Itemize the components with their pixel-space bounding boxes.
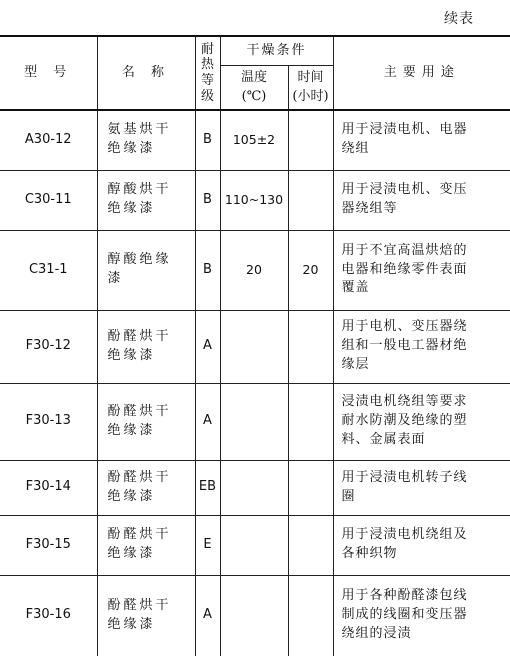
cell-temperature: 20 [220,230,288,310]
cell-main-use-line: 缘层 [341,356,370,372]
cell-main-use-line: 耐水防潮及绝缘的塑 [341,413,468,429]
cell-name [97,110,195,170]
cell-heat-class: B [195,110,220,170]
header-heat-class [195,36,220,110]
cell-name [97,575,195,656]
cell-main-use-line: 用于不宜高温烘焙的 [341,242,468,258]
cell-name-line: 氨基烘干 [107,122,172,138]
cell-main-use [333,515,510,575]
cell-model: F30-16 [0,575,97,656]
cell-main-use-line: 电器和绝缘零件表面 [341,261,468,277]
cell-name [97,460,195,515]
cell-main-use [333,460,510,515]
cell-main-use-line: 组和一般电工器材绝 [341,338,468,354]
cell-main-use [333,383,510,460]
cell-time [288,310,333,383]
cell-name-line: 漆 [107,271,124,286]
table-row [0,310,510,383]
cell-time [288,460,333,515]
cell-temperature [220,460,288,515]
cell-main-use-line: 用于浸渍电机绕组及 [341,527,468,543]
cell-main-use-line: 绕组的浸渍 [341,626,412,642]
cell-name-line: 绝缘漆 [107,201,156,216]
cell-name-line: 绝缘漆 [107,422,156,438]
header-heat-class-char: 等 [200,73,214,88]
header-name: 名 称 [97,36,195,110]
header-main-use: 主要用途 [333,36,510,110]
cell-name-line: 绝缘漆 [107,488,156,504]
cell-name-line: 酚醛烘干 [107,469,172,485]
header-time [288,66,333,111]
cell-name-line: 酚醛烘干 [107,403,172,419]
header-drying-conditions: 干燥条件 [220,36,333,66]
table-header [0,36,510,110]
cell-main-use-line: 制成的线圈和变压器 [341,607,468,623]
data-table [0,35,510,656]
cell-name-line: 绝缘漆 [107,546,156,561]
cell-name-line: 醇酸烘干 [107,182,172,198]
cell-temperature [220,575,288,656]
table-row [0,515,510,575]
cell-main-use [333,110,510,170]
cell-temperature: 110~130 [220,170,288,230]
cell-time: 20 [288,230,333,310]
cell-name-line: 绝缘漆 [107,347,156,363]
table-continued-caption: 续表 [444,11,474,27]
table-row [0,575,510,656]
header-temperature [220,66,288,111]
cell-heat-class: A [195,310,220,383]
cell-name-line: 绝缘漆 [107,616,156,632]
cell-model: F30-13 [0,383,97,460]
cell-heat-class: EB [195,460,220,515]
cell-heat-class: E [195,515,220,575]
cell-main-use-line: 覆盖 [341,280,370,296]
table-row [0,230,510,310]
cell-main-use-line: 绕组 [341,141,370,157]
table-row [0,110,510,170]
cell-model: C30-11 [0,170,97,230]
cell-model: F30-14 [0,460,97,515]
cell-temperature [220,515,288,575]
cell-heat-class: A [195,383,220,460]
cell-name [97,310,195,383]
table-row [0,170,510,230]
header-temperature-unit: (℃) [241,88,267,104]
header-heat-class-char: 耐 [200,41,214,57]
insulating-varnish-table [0,35,510,656]
cell-main-use [333,310,510,383]
cell-temperature [220,383,288,460]
cell-name [97,383,195,460]
cell-main-use-line: 用于各种酚醛漆包线 [341,588,468,604]
cell-main-use-line: 用于浸渍电机、电器 [341,122,468,138]
header-heat-class-char: 热 [200,57,214,73]
cell-name-line: 醇酸绝缘 [107,252,172,268]
cell-name-line: 酚醛烘干 [107,328,172,344]
cell-name-line: 酚醛烘干 [107,527,172,543]
cell-temperature [220,310,288,383]
cell-main-use-line: 各种织物 [341,546,398,561]
cell-heat-class: B [195,170,220,230]
cell-name [97,170,195,230]
cell-model: F30-12 [0,310,97,383]
header-time-unit: (小时) [292,88,329,104]
header-heat-class-char: 级 [200,88,214,104]
cell-main-use [333,230,510,310]
cell-name [97,230,195,310]
cell-time [288,383,333,460]
cell-main-use-line: 浸渍电机绕组等要求 [341,394,468,410]
table-row [0,383,510,460]
table-row [0,460,510,515]
cell-main-use-line: 用于浸渍电机、变压 [341,182,468,198]
cell-main-use-line: 圈 [341,488,356,504]
cell-time [288,110,333,170]
cell-time [288,515,333,575]
cell-main-use-line: 用于电机、变压器绕 [341,319,468,335]
cell-name [97,515,195,575]
cell-main-use-line: 用于浸渍电机转子线 [341,469,468,485]
cell-time [288,170,333,230]
cell-model: A30-12 [0,110,97,170]
cell-model: F30-15 [0,515,97,575]
cell-name-line: 绝缘漆 [107,141,156,157]
header-model: 型 号 [0,36,97,110]
header-temperature-label: 温度 [240,69,267,85]
table-body [0,110,510,656]
header-time-label: 时间 [297,69,324,85]
cell-main-use-line: 器绕组等 [341,201,398,216]
cell-main-use [333,575,510,656]
cell-temperature: 105±2 [220,110,288,170]
cell-heat-class: A [195,575,220,656]
cell-main-use-line: 料、金属表面 [341,431,426,447]
cell-main-use [333,170,510,230]
cell-heat-class: B [195,230,220,310]
cell-name-line: 酚醛烘干 [107,597,172,613]
cell-time [288,575,333,656]
cell-model: C31-1 [0,230,97,310]
